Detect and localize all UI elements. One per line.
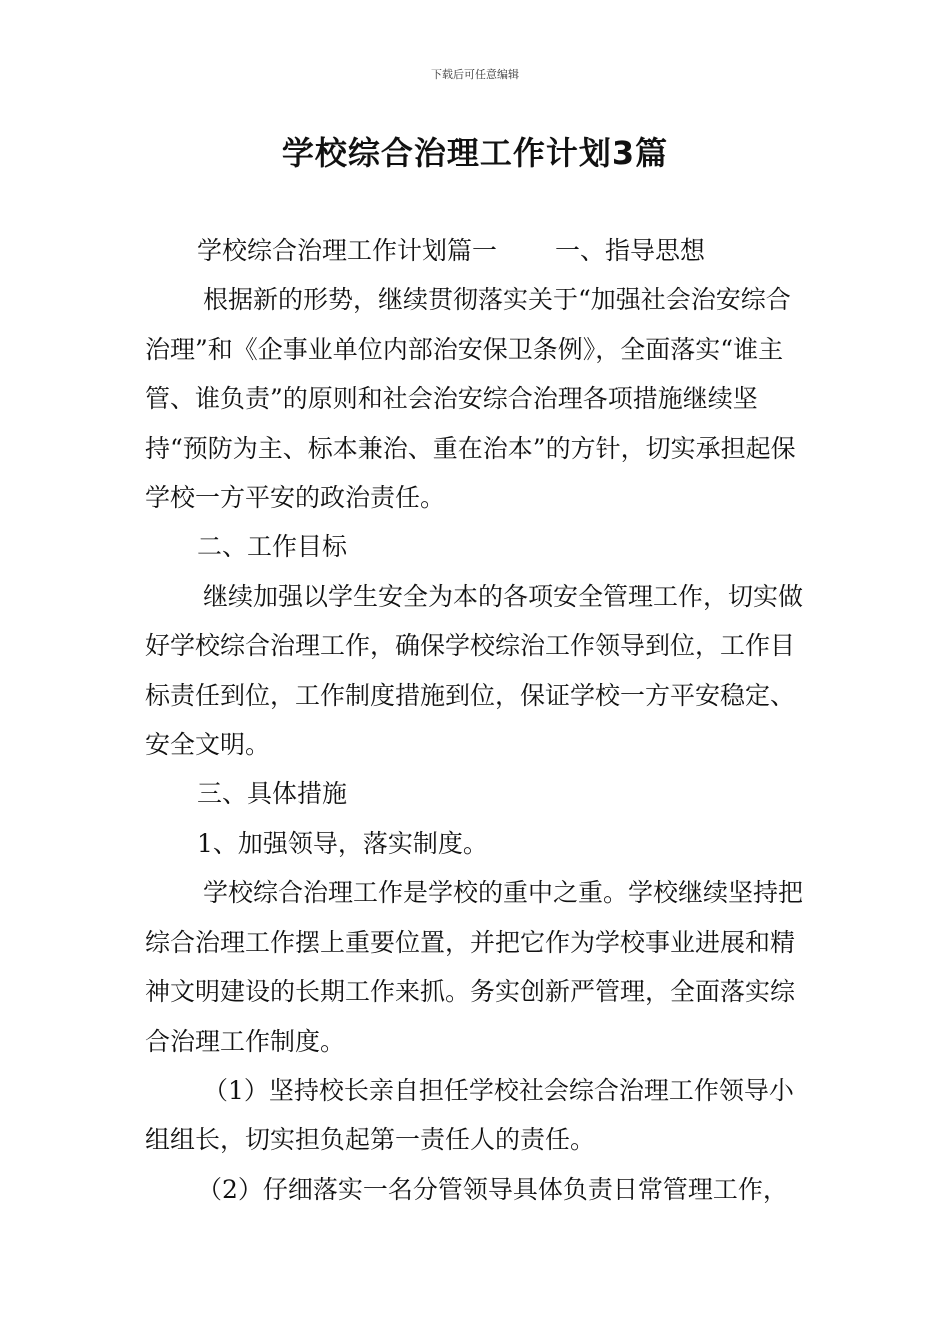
section-heading-measures: 三、具体措施 — [197, 779, 348, 809]
section-heading-goals: 二、工作目标 — [197, 532, 348, 562]
section-heading-guiding-ideology: 一、指导思想 — [555, 236, 706, 265]
paragraph-goals: 继续加强以学生安全为本的各项安全管理工作，切实做好学校综合治理工作，确保学校综治工作领导到位，工作目标责任到位，工作制度措施到位，保证学校一方平安稳定、安全文明。 — [145, 581, 804, 760]
paragraph-guiding-ideology: 根据新的形势，继续贯彻落实关于“加强社会治安综合治理”和《企事业单位内部治安保卫条例》，全面落实“谁主管、谁负责”的原则和社会治安综合治理各项措施继续坚持“预防为主、标本兼治、重在治本”的方针，切实承担起保学校一方平安的政治责任。 — [145, 285, 796, 513]
page-title: 学校综合治理工作计划3篇 — [281, 134, 669, 172]
plan-label: 学校综合治理工作计划篇一 — [197, 236, 498, 265]
list-item-2: （2）仔细落实一名分管领导具体负责日常管理工作， — [197, 1174, 788, 1204]
measure-item-1-heading: 1、加强领导，落实制度。 — [197, 828, 488, 858]
paragraph-measure-1: 学校综合治理工作是学校的重中之重。学校继续坚持把综合治理工作摆上重要位置，并把它作为学校事业进展和精神文明建设的长期工作来抓。务实创新严管理，全面落实综合治理工作制度。 — [145, 878, 804, 1056]
document-body — [145, 226, 810, 1214]
list-item-1: （1）坚持校长亲自担任学校社会综合治理工作领导小组组长，切实担负起第一责任人的责任。 — [145, 1075, 794, 1155]
intro-line — [145, 226, 810, 275]
header-note: 下载后可任意编辑 — [431, 68, 519, 81]
